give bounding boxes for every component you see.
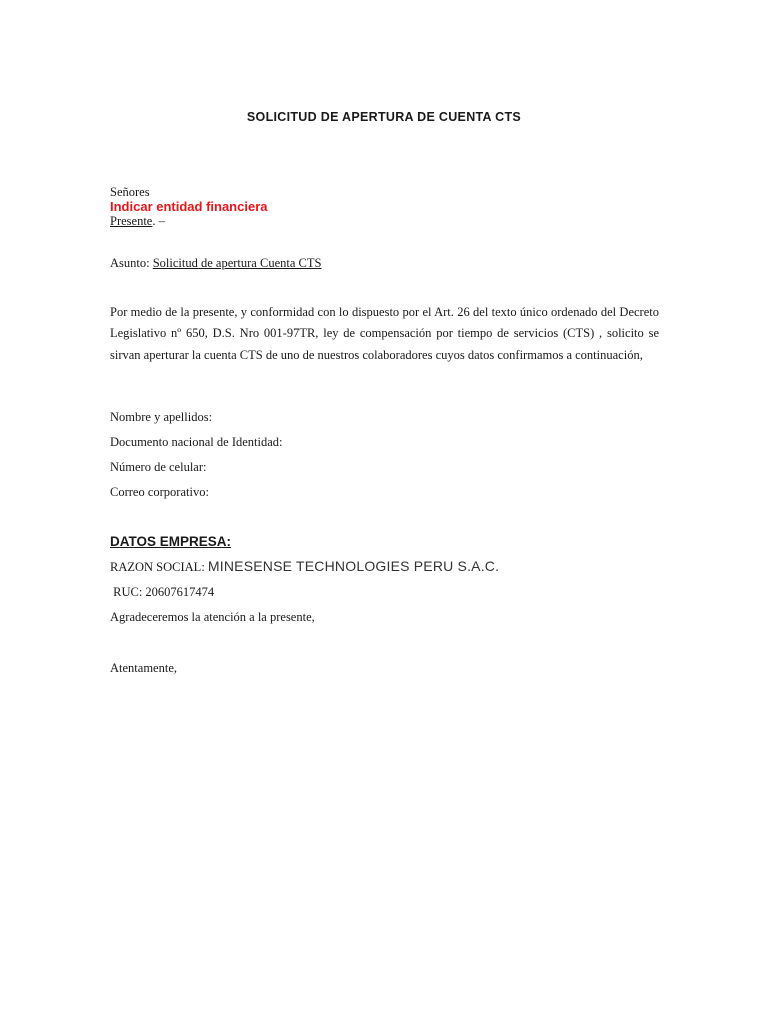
subject-label: Asunto: <box>110 256 153 270</box>
entity-placeholder: Indicar entidad financiera <box>110 199 268 214</box>
document-title: SOLICITUD DE APERTURA DE CUENTA CTS <box>246 110 522 124</box>
subject-value: Solicitud de apertura Cuenta CTS <box>152 256 322 270</box>
field-full-name: Nombre y apellidos: <box>110 410 213 424</box>
company-heading: DATOS EMPRESA: <box>110 534 232 549</box>
field-email: Correo corporativo: <box>110 485 209 499</box>
salutation: Señores <box>110 185 150 199</box>
signoff: Atentamente, <box>110 661 177 675</box>
thanks-line: Agradeceremos la atención a la presente, <box>110 610 315 624</box>
presente-line <box>110 214 165 229</box>
body-paragraph: Por medio de la presente, y conformidad con lo dispuesto por el Art. 26 del texto único ordenado del Decreto Legislativo nº 650, D.S. Nro 001-97TR, ley de compensación por tiempo de servicios (CTS) , solicito se sirvan aperturar la cuenta CTS de uno de nuestros colaboradores cuyos datos confirmamos a continuación, <box>110 305 659 362</box>
razon-social-value: MINESENSE TECHNOLOGIES PERU S.A.C. <box>207 558 500 574</box>
subject-line <box>110 256 321 271</box>
presente-text: Presente <box>110 214 153 228</box>
razon-social-line <box>110 558 499 576</box>
field-dni: Documento nacional de Identidad: <box>110 435 283 449</box>
field-phone: Número de celular: <box>110 460 207 474</box>
presente-suffix: . – <box>152 214 165 228</box>
ruc-line: RUC: 20607617474 <box>110 585 215 599</box>
razon-social-label: RAZON SOCIAL: <box>110 560 208 574</box>
